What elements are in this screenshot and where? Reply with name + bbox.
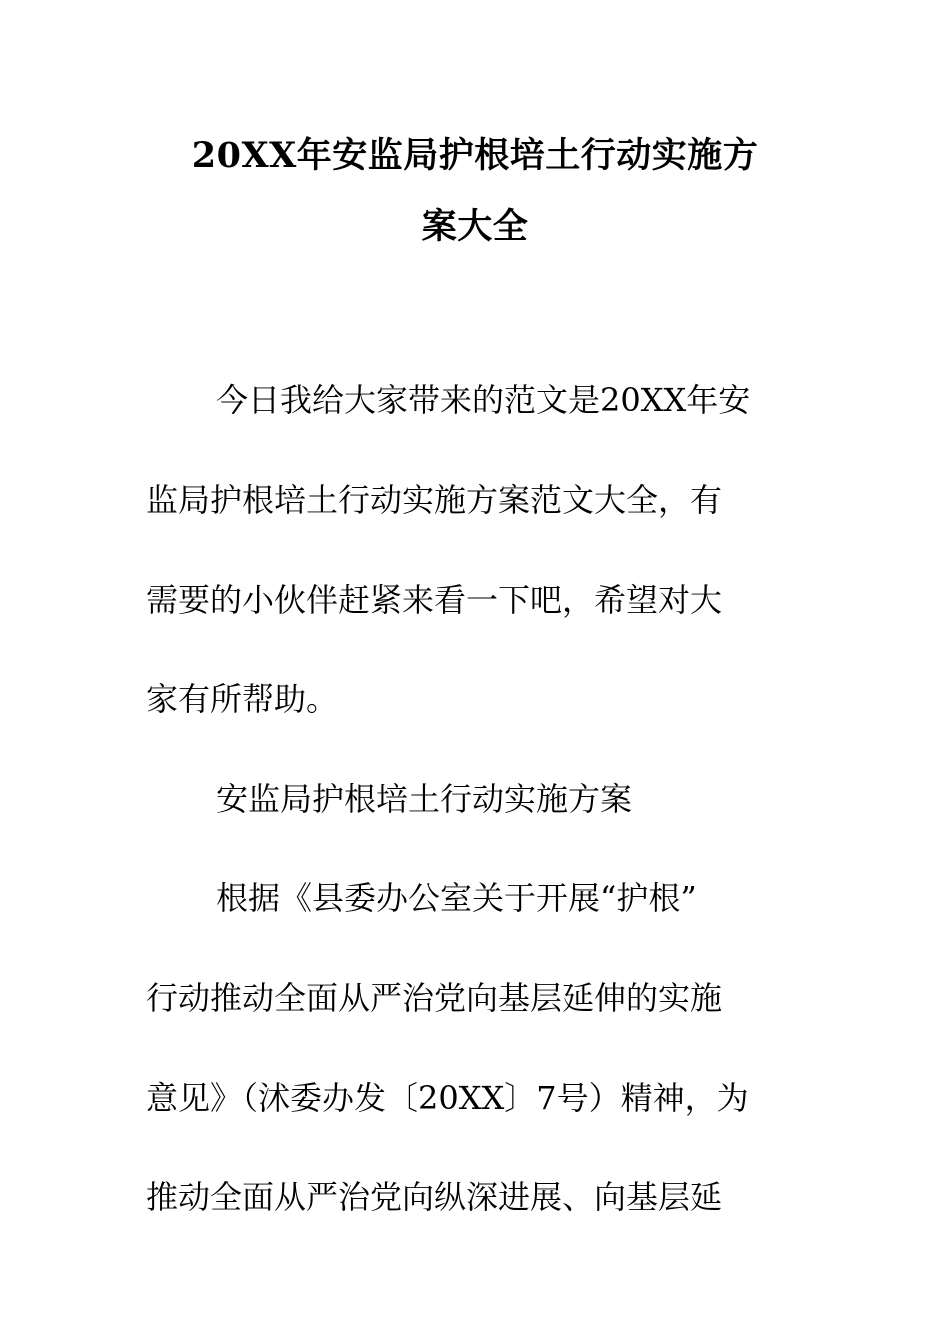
- body-line-4: 家有所帮助。: [146, 680, 339, 718]
- body-line-6: 根据《县委办公室关于开展“护根”: [216, 879, 697, 917]
- body-line-3: 需要的小伙伴赶紧来看一下吧，希望对大: [146, 581, 723, 619]
- body-line-9: 推动全面从严治党向纵深进展、向基层延: [146, 1178, 723, 1216]
- document-title-line-1: 20XX年安监局护根培土行动实施方: [191, 135, 759, 176]
- document-title-line-2: 案大全: [421, 206, 529, 247]
- body-line-2: 监局护根培土行动实施方案范文大全，有: [146, 481, 723, 519]
- body-line-1: 今日我给大家带来的范文是20XX年安: [216, 381, 751, 419]
- body-line-8: 意见》（沭委办发〔20XX〕7号）精神，为: [146, 1079, 749, 1117]
- body-line-7: 行动推动全面从严治党向基层延伸的实施: [146, 979, 723, 1017]
- section-heading: 安监局护根培土行动实施方案: [216, 780, 633, 818]
